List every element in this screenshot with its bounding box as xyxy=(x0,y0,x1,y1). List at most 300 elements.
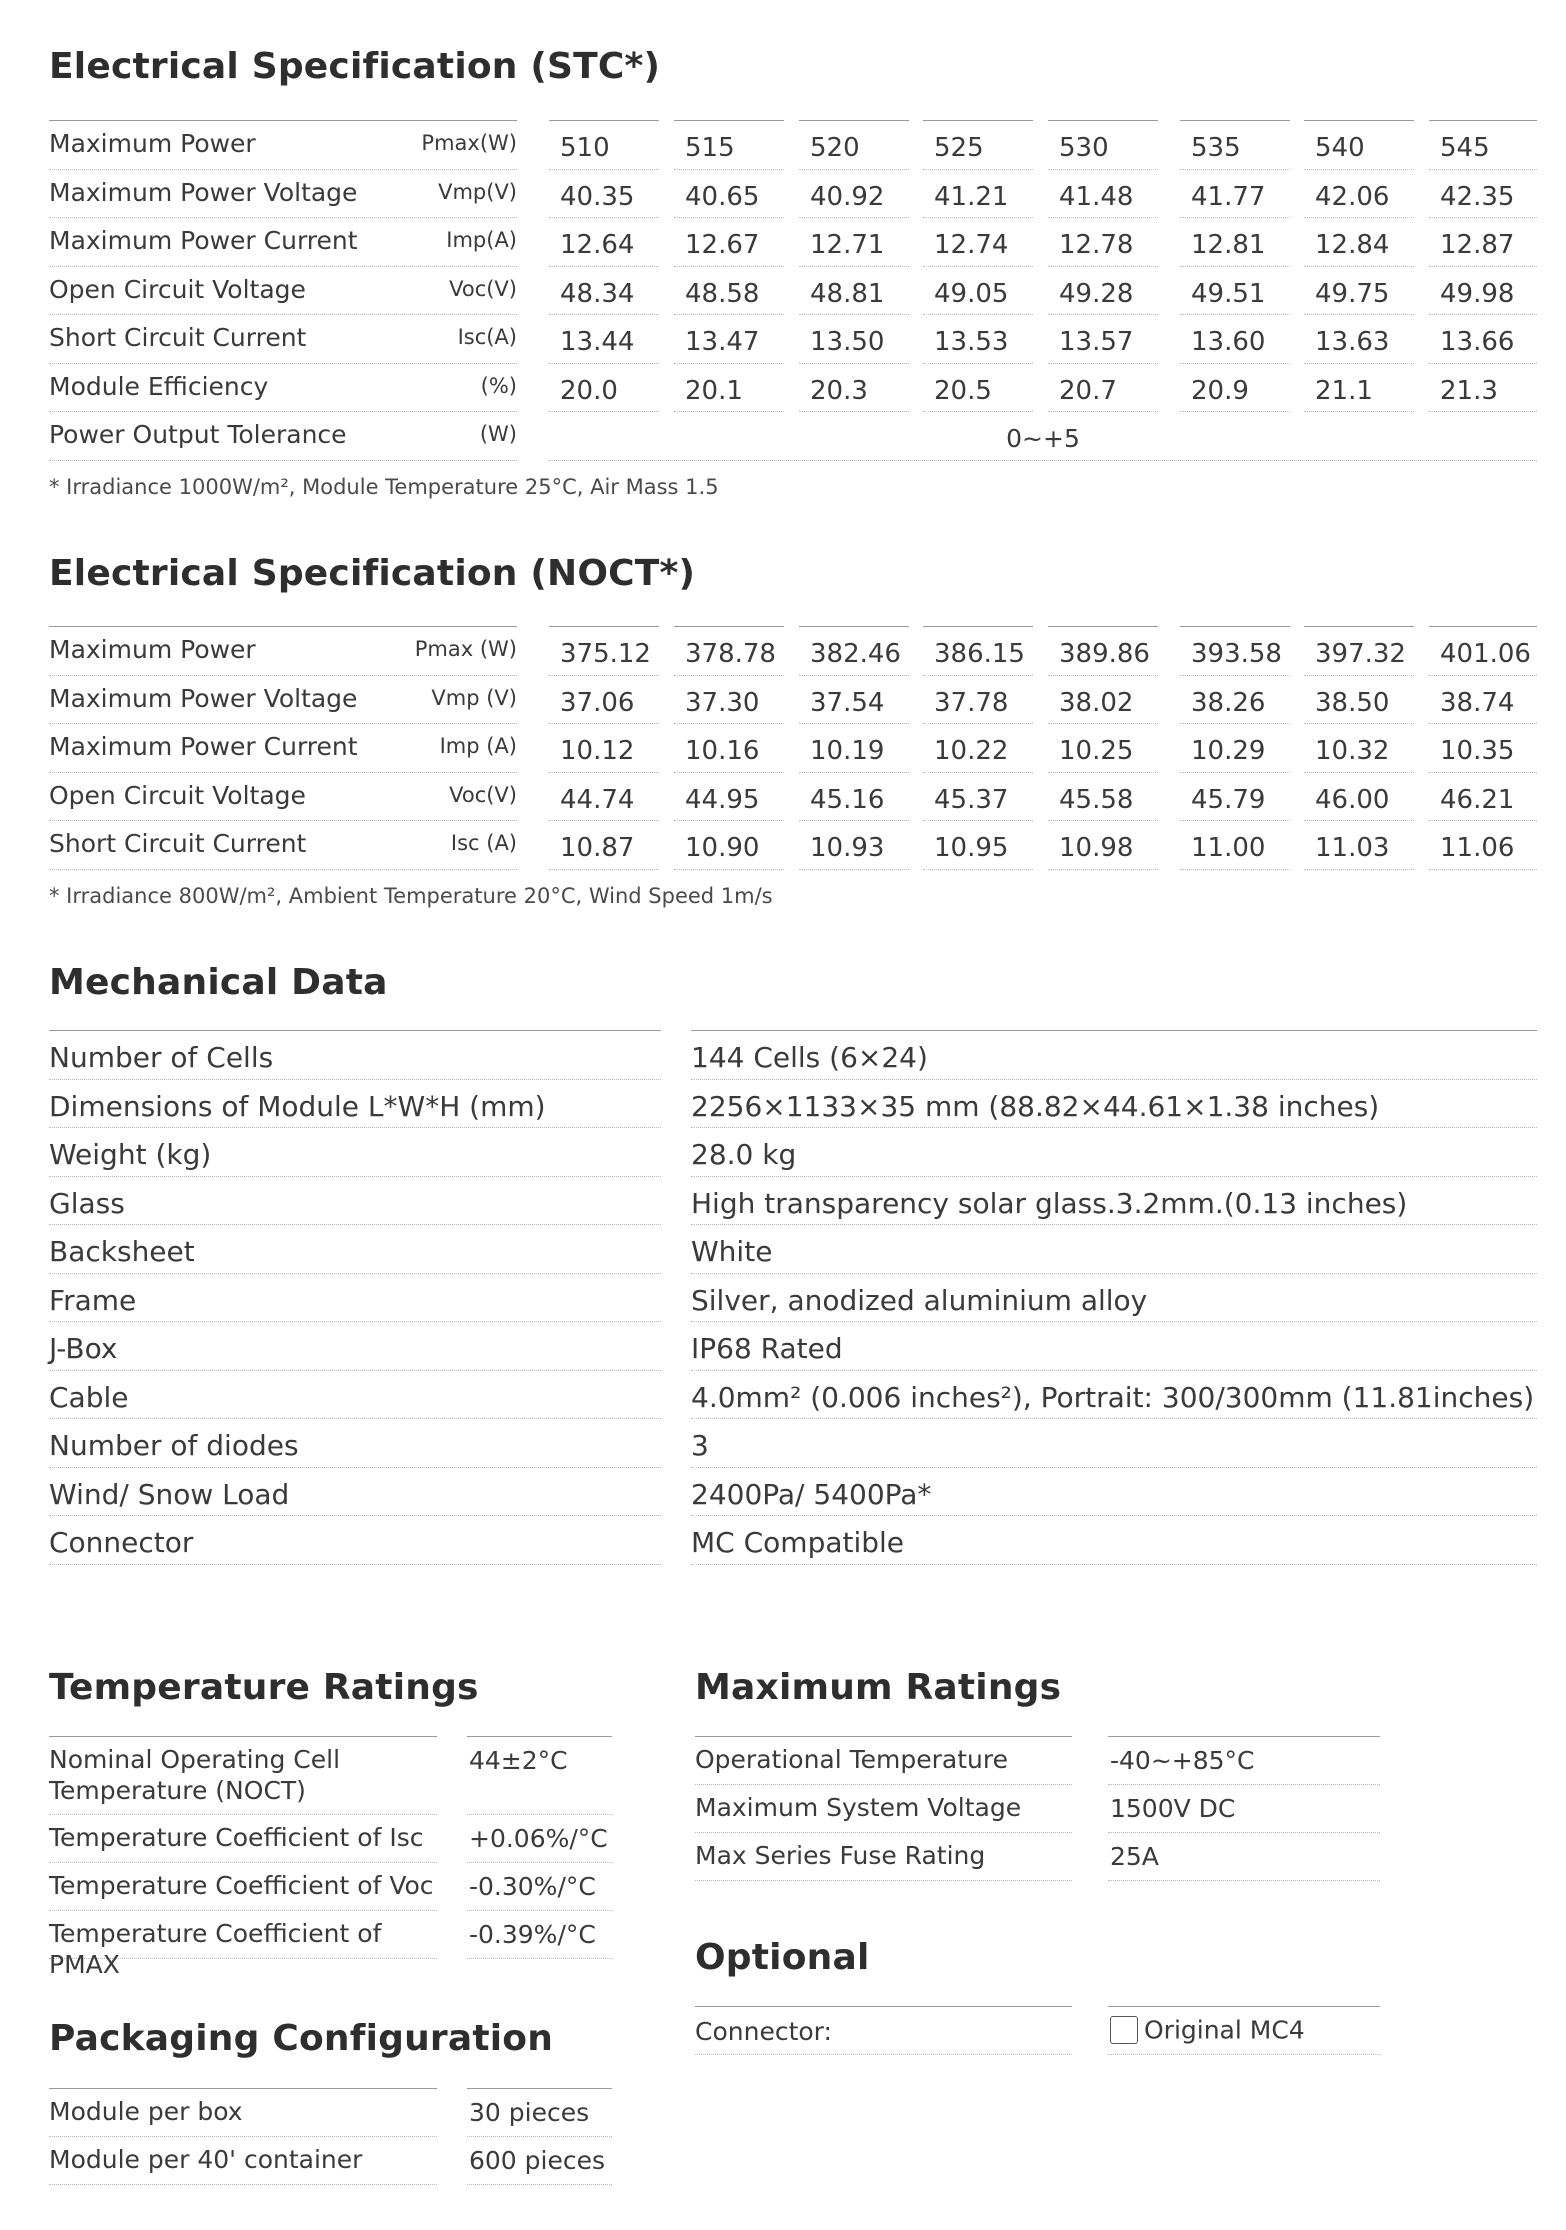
value-cell xyxy=(1048,120,1158,170)
row-value: 4.0mm² (0.006 inches²), Portrait: 300/300mm (11.81inches) xyxy=(691,1380,1535,1414)
noct-footnote: * Irradiance 800W/m², Ambient Temperature 20°C, Wind Speed 1m/s xyxy=(49,884,773,908)
row-label: Wind/ Snow Load xyxy=(49,1477,290,1511)
table-row xyxy=(49,266,1537,315)
cell-value: 386.15 xyxy=(934,639,1025,669)
value-cell xyxy=(1180,820,1290,870)
row-label-cell xyxy=(49,1224,661,1274)
table-row xyxy=(695,1736,1380,1784)
cell-value: 41.77 xyxy=(1191,181,1266,212)
cell-value: 38.50 xyxy=(1315,687,1390,718)
value-cell xyxy=(549,363,659,413)
cell-value: 41.48 xyxy=(1059,181,1134,212)
cell-value: 510 xyxy=(560,133,610,163)
cell-value: 13.57 xyxy=(1059,327,1134,357)
row-label-cell xyxy=(49,363,517,413)
row-label-cell xyxy=(49,1467,661,1517)
row-label: Module Efficiency xyxy=(49,371,269,401)
value-cell xyxy=(1048,217,1158,267)
cell-value: 397.32 xyxy=(1315,639,1406,669)
row-value: 2400Pa/ 5400Pa* xyxy=(691,1477,932,1511)
value-cell xyxy=(549,723,659,773)
value-cell xyxy=(674,169,784,219)
table-row xyxy=(49,723,1537,772)
row-value: 25A xyxy=(1110,1842,1159,1871)
maximum-ratings-table xyxy=(695,1736,1380,1880)
row-value-cell xyxy=(1108,1736,1380,1785)
value-cell xyxy=(1180,363,1290,413)
cell-value: 11.06 xyxy=(1440,833,1515,863)
cell-value: 11.03 xyxy=(1315,833,1390,863)
row-label: Dimensions of Module L*W*H (mm) xyxy=(49,1089,546,1123)
cell-value: 530 xyxy=(1059,133,1109,163)
row-label-cell xyxy=(49,1814,437,1863)
row-label: Temperature Coefficient of Voc xyxy=(49,1871,434,1900)
row-value-cell xyxy=(691,1418,1537,1468)
row-value-cell xyxy=(1108,1784,1380,1833)
value-cell xyxy=(1304,772,1414,822)
row-label: Open Circuit Voltage xyxy=(49,274,306,304)
row-label-cell xyxy=(49,675,517,725)
table-row xyxy=(49,772,1537,821)
value-cell xyxy=(1180,772,1290,822)
value-cell xyxy=(1180,217,1290,267)
cell-value: 10.19 xyxy=(810,736,885,766)
row-label-cell xyxy=(49,1030,661,1080)
row-value: Silver, anodized aluminium alloy xyxy=(691,1283,1148,1317)
value-cell xyxy=(923,772,1033,822)
value-cell xyxy=(674,772,784,822)
maximum-section-title: Maximum Ratings xyxy=(695,1667,1062,1708)
cell-value: 40.65 xyxy=(685,181,760,212)
value-cell xyxy=(1304,314,1414,364)
cell-value: 45.58 xyxy=(1059,784,1134,815)
row-label: Cable xyxy=(49,1380,129,1414)
value-cell xyxy=(549,266,659,316)
table-row xyxy=(49,314,1537,363)
value-cell xyxy=(799,723,909,773)
cell-value: 42.06 xyxy=(1315,181,1390,212)
row-label: Maximum Power xyxy=(49,129,256,158)
cell-value: 515 xyxy=(685,133,735,163)
value-cell xyxy=(799,266,909,316)
row-value: MC Compatible xyxy=(691,1526,905,1559)
row-value-cell xyxy=(467,2136,612,2185)
row-label-cell xyxy=(49,820,517,870)
row-value: +0.06%/°C xyxy=(469,1824,608,1853)
value-cell xyxy=(799,675,909,725)
cell-value: 10.25 xyxy=(1059,736,1134,766)
value-cell xyxy=(674,217,784,267)
row-unit: (%) xyxy=(480,373,517,398)
cell-value: 13.63 xyxy=(1315,327,1390,357)
cell-value: 12.81 xyxy=(1191,230,1266,260)
value-cell xyxy=(674,723,784,773)
value-cell xyxy=(1304,217,1414,267)
packaging-table xyxy=(49,2088,612,2184)
table-row xyxy=(49,1127,1537,1176)
row-label: Maximum Power Current xyxy=(49,226,358,255)
row-label: Maximum Power Current xyxy=(49,732,358,761)
row-label-cell xyxy=(49,169,517,219)
cell-value: 13.47 xyxy=(685,327,760,357)
cell-value: 49.75 xyxy=(1315,278,1390,309)
cell-value: 40.92 xyxy=(810,181,885,212)
value-cell xyxy=(1048,723,1158,773)
cell-value: 382.46 xyxy=(810,639,901,669)
cell-value: 12.87 xyxy=(1440,230,1515,260)
cell-value: 40.35 xyxy=(560,181,635,212)
row-label-cell xyxy=(49,1515,661,1565)
cell-value: 20.5 xyxy=(934,375,992,406)
value-cell xyxy=(1048,820,1158,870)
row-value-cell xyxy=(467,1862,612,1911)
table-row xyxy=(695,1832,1380,1880)
row-value-cell xyxy=(467,2088,612,2137)
row-value-cell xyxy=(691,1321,1537,1371)
value-cell xyxy=(674,314,784,364)
row-value-cell xyxy=(1108,1832,1380,1881)
cell-value: 389.86 xyxy=(1059,639,1150,669)
value-cell xyxy=(799,820,909,870)
value-cell xyxy=(549,169,659,219)
value-cell xyxy=(549,772,659,822)
temperature-section-title: Temperature Ratings xyxy=(49,1667,479,1708)
row-label: Open Circuit Voltage xyxy=(49,780,306,810)
cell-value: 48.81 xyxy=(810,278,885,309)
row-label: Max Series Fuse Rating xyxy=(695,1841,986,1870)
temperature-ratings-table xyxy=(49,1736,612,1979)
cell-value: 525 xyxy=(934,133,984,163)
value-cell xyxy=(674,626,784,676)
table-row xyxy=(49,1224,1537,1273)
cell-value: 49.98 xyxy=(1440,278,1515,309)
value-cell xyxy=(1048,314,1158,364)
cell-value: 520 xyxy=(810,133,860,163)
cell-value: 375.12 xyxy=(560,639,651,669)
cell-value: 13.60 xyxy=(1191,327,1266,357)
row-label: Weight (kg) xyxy=(49,1138,212,1171)
row-unit: Pmax(W) xyxy=(421,131,517,155)
optional-label-cell xyxy=(695,2006,1072,2055)
table-row xyxy=(49,1515,1537,1564)
value-cell xyxy=(1048,169,1158,219)
row-label-cell xyxy=(49,2088,437,2137)
row-label-cell xyxy=(49,314,517,364)
table-row xyxy=(49,675,1537,724)
cell-value: 49.51 xyxy=(1191,278,1266,309)
value-cell xyxy=(923,169,1033,219)
cell-value: 545 xyxy=(1440,133,1490,163)
value-cell xyxy=(1429,363,1537,413)
row-label-cell xyxy=(49,1862,437,1911)
row-value: IP68 Rated xyxy=(691,1332,843,1365)
cell-value: 37.06 xyxy=(560,687,635,718)
value-cell xyxy=(1180,266,1290,316)
cell-value: 48.58 xyxy=(685,278,760,309)
value-cell xyxy=(1048,675,1158,725)
value-cell xyxy=(1304,723,1414,773)
row-value-cell xyxy=(691,1515,1537,1565)
cell-value: 393.58 xyxy=(1191,639,1282,669)
cell-value: 12.71 xyxy=(810,230,885,260)
row-label: Backsheet xyxy=(49,1235,195,1268)
table-row xyxy=(49,217,1537,266)
cell-value: 401.06 xyxy=(1440,639,1531,669)
row-value: 3 xyxy=(691,1429,709,1462)
table-body xyxy=(49,626,1537,869)
table-body xyxy=(49,120,1537,460)
row-unit: Isc (A) xyxy=(450,831,517,855)
row-label-cell xyxy=(49,120,517,170)
cell-value: 540 xyxy=(1315,133,1365,163)
value-cell xyxy=(1180,120,1290,170)
cell-value: 49.28 xyxy=(1059,278,1134,309)
value-cell xyxy=(1429,169,1537,219)
row-value: High transparency solar glass.3.2mm.(0.13 inches) xyxy=(691,1186,1408,1220)
value-cell xyxy=(923,723,1033,773)
cell-value: 21.3 xyxy=(1440,375,1498,406)
cell-value: 42.35 xyxy=(1440,181,1515,212)
row-value: -40~+85°C xyxy=(1110,1746,1255,1775)
value-cell xyxy=(1304,169,1414,219)
stc-footnote: * Irradiance 1000W/m², Module Temperature 25°C, Air Mass 1.5 xyxy=(49,475,719,499)
cell-value: 13.66 xyxy=(1440,327,1515,357)
mechanical-section-title: Mechanical Data xyxy=(49,962,388,1003)
tolerance-value-cell xyxy=(549,411,1537,461)
cell-value: 13.50 xyxy=(810,327,885,357)
table-row xyxy=(49,1176,1537,1225)
cell-value: 10.87 xyxy=(560,833,635,863)
value-cell xyxy=(799,217,909,267)
value-cell xyxy=(1180,675,1290,725)
optional-connector-value: Original MC4 xyxy=(1144,2015,1305,2045)
row-unit: Isc(A) xyxy=(457,325,517,349)
cell-value: 378.78 xyxy=(685,639,776,669)
packaging-section-title: Packaging Configuration xyxy=(49,2018,554,2059)
row-value: -0.30%/°C xyxy=(469,1872,596,1901)
row-value: -0.39%/°C xyxy=(469,1920,596,1949)
value-cell xyxy=(549,675,659,725)
row-value-cell xyxy=(467,1910,612,1959)
row-value: 2256×1133×35 mm (88.82×44.61×1.38 inches) xyxy=(691,1089,1380,1123)
cell-value: 49.05 xyxy=(934,278,1009,309)
table-row xyxy=(49,169,1537,218)
table-row xyxy=(695,1784,1380,1832)
cell-value: 535 xyxy=(1191,133,1241,163)
row-label-cell xyxy=(49,1127,661,1177)
row-value: 144 Cells (6×24) xyxy=(691,1041,928,1074)
value-cell xyxy=(1304,266,1414,316)
row-label-cell xyxy=(49,1370,661,1420)
cell-value: 12.64 xyxy=(560,230,635,260)
value-cell xyxy=(1048,266,1158,316)
cell-value: 10.98 xyxy=(1059,833,1134,863)
row-label-cell xyxy=(49,1176,661,1226)
table-row xyxy=(49,1030,1537,1079)
row-label: Power Output Tolerance xyxy=(49,420,347,449)
value-cell xyxy=(799,169,909,219)
cell-value: 12.67 xyxy=(685,230,760,260)
row-unit: (W) xyxy=(479,422,517,446)
row-label: Maximum Power Voltage xyxy=(49,683,358,713)
row-label-cell xyxy=(49,266,517,316)
value-cell xyxy=(1048,626,1158,676)
row-value-cell xyxy=(691,1273,1537,1323)
value-cell xyxy=(799,772,909,822)
value-cell xyxy=(799,363,909,413)
row-unit: Imp (A) xyxy=(439,734,517,758)
row-label-cell xyxy=(49,1736,437,1815)
value-cell xyxy=(549,120,659,170)
value-cell xyxy=(1180,314,1290,364)
checkbox-icon[interactable] xyxy=(1110,2016,1138,2044)
value-cell xyxy=(674,266,784,316)
cell-value: 45.37 xyxy=(934,784,1009,815)
value-cell xyxy=(549,820,659,870)
value-cell xyxy=(1304,120,1414,170)
cell-value: 45.79 xyxy=(1191,784,1266,815)
row-label: Operational Temperature xyxy=(695,1745,1008,1774)
value-cell xyxy=(1304,626,1414,676)
value-cell xyxy=(1429,626,1537,676)
value-cell xyxy=(549,217,659,267)
row-value: 1500V DC xyxy=(1110,1794,1236,1823)
value-cell xyxy=(674,363,784,413)
table-row xyxy=(49,2136,612,2184)
optional-connector-label: Connector: xyxy=(695,2017,832,2046)
row-value-cell xyxy=(691,1224,1537,1274)
row-label: Connector xyxy=(49,1526,194,1559)
table-row xyxy=(49,1079,1537,1128)
value-cell xyxy=(923,363,1033,413)
row-unit: Pmax (W) xyxy=(414,637,517,661)
row-label: Temperature Coefficient of PMAX xyxy=(49,1919,382,1979)
row-value: White xyxy=(691,1235,773,1268)
value-cell xyxy=(1429,314,1537,364)
cell-value: 11.00 xyxy=(1191,833,1266,863)
table-row xyxy=(49,1370,1537,1419)
value-cell xyxy=(1429,120,1537,170)
row-unit: Vmp(V) xyxy=(438,179,517,204)
cell-value: 10.29 xyxy=(1191,736,1266,766)
row-label: J-Box xyxy=(49,1332,118,1365)
row-value-cell xyxy=(691,1176,1537,1226)
row-label: Module per box xyxy=(49,2097,243,2126)
optional-table xyxy=(695,2006,1380,2054)
cell-value: 46.21 xyxy=(1440,784,1515,815)
value-cell xyxy=(923,626,1033,676)
table-row xyxy=(49,411,1537,460)
table-row xyxy=(49,1862,612,1910)
cell-value: 37.54 xyxy=(810,687,885,718)
cell-value: 44.95 xyxy=(685,784,760,815)
row-label: Module per 40' container xyxy=(49,2145,363,2174)
row-label-cell xyxy=(49,1910,437,1979)
value-cell xyxy=(1429,675,1537,725)
cell-value: 12.74 xyxy=(934,230,1009,260)
value-cell xyxy=(1180,169,1290,219)
cell-value: 46.00 xyxy=(1315,784,1390,815)
value-cell xyxy=(1304,675,1414,725)
cell-value: 20.1 xyxy=(685,375,743,406)
value-cell xyxy=(674,820,784,870)
noct-section-title: Electrical Specification (NOCT*) xyxy=(49,553,696,594)
cell-value: 41.21 xyxy=(934,181,1009,212)
row-value-cell xyxy=(691,1079,1537,1129)
row-value-cell xyxy=(691,1467,1537,1517)
cell-value: 37.78 xyxy=(934,687,1009,718)
row-label: Nominal Operating Cell Temperature (NOCT) xyxy=(49,1745,341,1805)
row-label-cell xyxy=(49,1418,661,1468)
row-value-cell xyxy=(467,1736,612,1815)
row-value-cell xyxy=(691,1030,1537,1080)
value-cell xyxy=(923,217,1033,267)
row-label: Glass xyxy=(49,1186,125,1220)
row-label: Temperature Coefficient of Isc xyxy=(49,1823,424,1852)
value-cell xyxy=(799,120,909,170)
value-cell xyxy=(674,675,784,725)
table-row xyxy=(49,1910,612,1979)
value-cell xyxy=(549,626,659,676)
mechanical-data-table xyxy=(49,1030,1537,1564)
cell-value: 48.34 xyxy=(560,278,635,309)
value-cell xyxy=(923,266,1033,316)
cell-value: 10.32 xyxy=(1315,736,1390,766)
row-label: Frame xyxy=(49,1283,137,1317)
table-row xyxy=(49,1418,1537,1467)
cell-value: 20.9 xyxy=(1191,375,1249,406)
value-cell xyxy=(674,120,784,170)
row-label: Short Circuit Current xyxy=(49,829,307,858)
row-value: 28.0 kg xyxy=(691,1138,797,1171)
value-cell xyxy=(1180,723,1290,773)
cell-value: 38.02 xyxy=(1059,687,1134,718)
stc-section-title: Electrical Specification (STC*) xyxy=(49,46,661,87)
table-row xyxy=(49,363,1537,412)
row-label: Number of diodes xyxy=(49,1429,299,1462)
row-label: Maximum Power Voltage xyxy=(49,177,358,207)
row-value-cell xyxy=(691,1127,1537,1177)
row-unit: Imp(A) xyxy=(446,228,517,252)
row-label: Short Circuit Current xyxy=(49,323,307,352)
value-cell xyxy=(923,820,1033,870)
cell-value: 12.78 xyxy=(1059,230,1134,260)
cell-value: 10.93 xyxy=(810,833,885,863)
row-label-cell xyxy=(695,1784,1072,1833)
row-value: 600 pieces xyxy=(469,2146,606,2175)
row-unit: Voc(V) xyxy=(449,276,517,301)
row-label-cell xyxy=(49,1321,661,1371)
row-label: Maximum System Voltage xyxy=(695,1793,1022,1822)
value-cell xyxy=(1304,363,1414,413)
row-label-cell xyxy=(695,1736,1072,1785)
table-row xyxy=(49,1321,1537,1370)
cell-value: 12.84 xyxy=(1315,230,1390,260)
table-row xyxy=(49,1467,1537,1516)
optional-connector-option[interactable] xyxy=(1110,2014,1305,2045)
row-label: Maximum Power xyxy=(49,635,256,664)
value-cell xyxy=(923,675,1033,725)
row-label-cell xyxy=(49,723,517,773)
table-row xyxy=(49,2088,612,2136)
row-label-cell xyxy=(49,772,517,822)
row-value: 44±2°C xyxy=(469,1746,568,1775)
row-label-cell xyxy=(49,1079,661,1129)
row-label-cell xyxy=(695,1832,1072,1881)
cell-value: 45.16 xyxy=(810,784,885,815)
cell-value: 20.7 xyxy=(1059,375,1117,406)
row-label-cell xyxy=(49,217,517,267)
